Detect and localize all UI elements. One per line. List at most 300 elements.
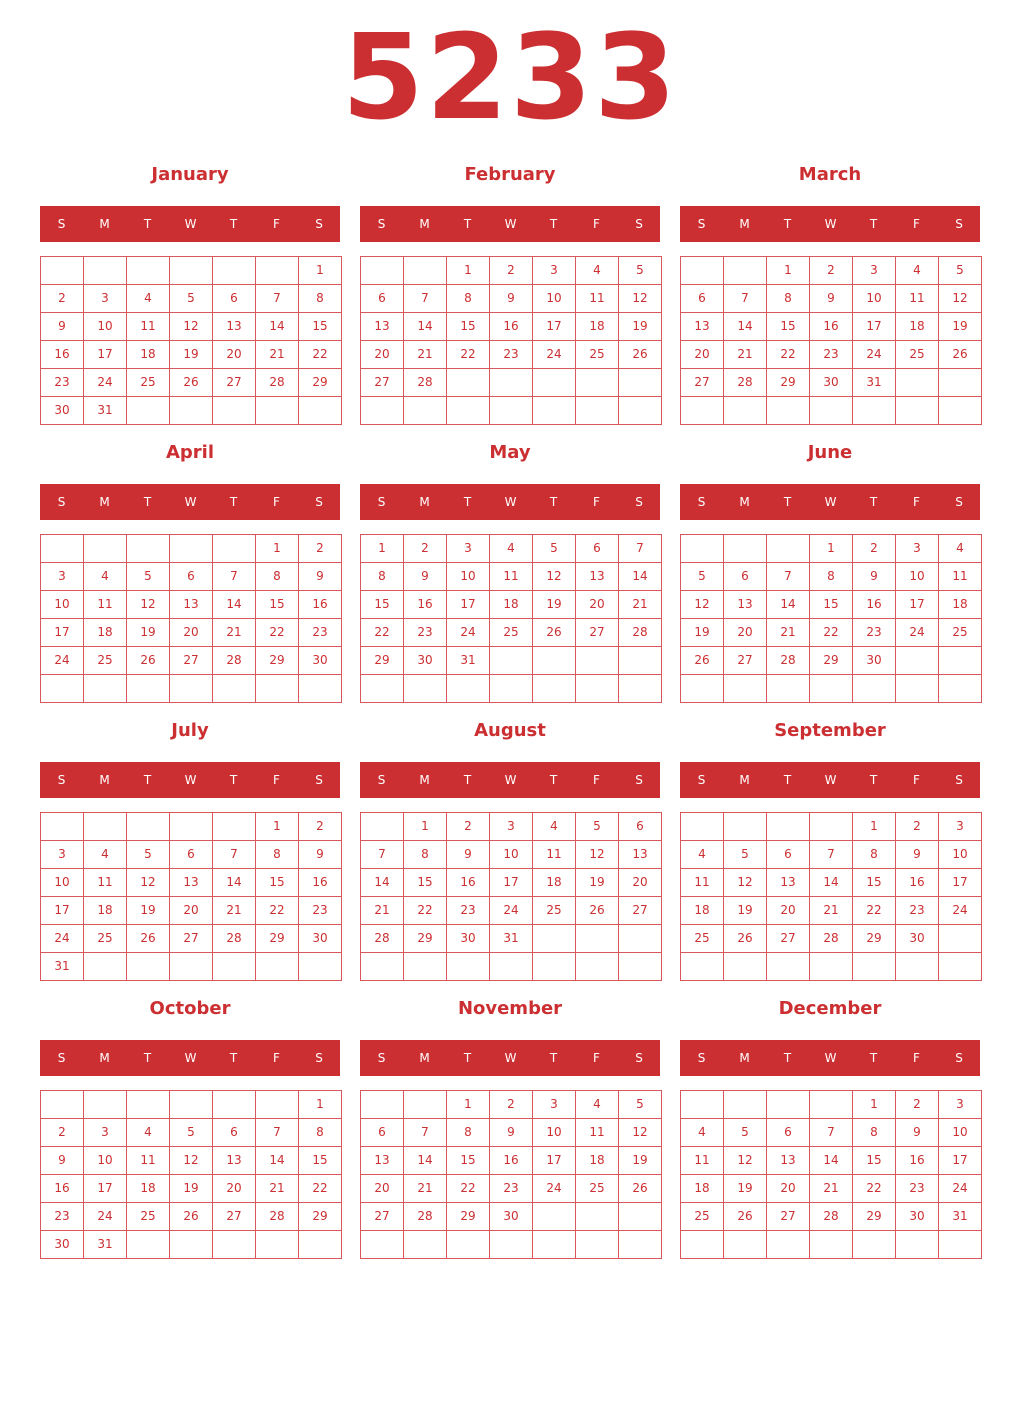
day-cell: 31 [40,952,84,981]
empty-day-cell [575,674,619,703]
day-grid [40,534,341,703]
day-cell: 14 [809,868,853,897]
empty-day-cell [938,1230,982,1259]
empty-day-cell [446,1230,490,1259]
day-cell: 18 [680,896,724,925]
day-cell: 6 [169,562,213,591]
month-name: March [798,164,862,185]
day-cell: 26 [723,1202,767,1231]
weekday-label: T [143,1051,152,1065]
day-cell: 5 [723,1118,767,1147]
empty-day-cell [809,812,853,841]
day-cell: 29 [360,646,404,675]
day-cell: 6 [723,562,767,591]
day-cell: 25 [532,896,576,925]
day-cell: 25 [83,646,127,675]
empty-day-cell [938,924,982,953]
empty-day-cell [766,1230,810,1259]
day-cell: 11 [938,562,982,591]
day-grid [680,1090,981,1259]
empty-day-cell [938,674,982,703]
day-cell: 12 [618,284,662,313]
day-cell: 31 [83,1230,127,1259]
day-cell: 3 [532,256,576,285]
day-cell: 29 [255,924,299,953]
day-cell: 7 [809,840,853,869]
day-cell: 17 [40,618,84,647]
day-grid [360,1090,661,1259]
empty-day-cell [809,1230,853,1259]
weekday-header [680,206,980,242]
day-cell: 13 [169,590,213,619]
day-cell: 27 [766,924,810,953]
empty-day-cell [169,1090,213,1119]
weekday-label: S [315,217,323,231]
empty-day-cell [766,674,810,703]
day-cell: 16 [298,868,342,897]
empty-day-cell [489,646,533,675]
day-cell: 24 [83,368,127,397]
weekday-header [680,762,980,798]
weekday-label: S [57,773,66,787]
weekday-label: W [824,1051,837,1065]
day-cell: 23 [40,368,84,397]
empty-day-cell [489,368,533,397]
day-cell: 22 [766,340,810,369]
day-cell: 15 [809,590,853,619]
weekday-label: M [739,217,750,231]
day-cell: 20 [169,896,213,925]
day-cell: 1 [403,812,447,841]
day-cell: 6 [618,812,662,841]
day-cell: 31 [446,646,490,675]
day-cell: 12 [126,590,170,619]
day-cell: 22 [403,896,447,925]
day-cell: 2 [403,534,447,563]
weekday-label: S [57,217,66,231]
day-cell: 19 [618,312,662,341]
empty-day-cell [938,646,982,675]
day-cell: 8 [766,284,810,313]
month-name: February [464,164,556,185]
day-cell: 23 [895,896,939,925]
day-cell: 30 [895,1202,939,1231]
empty-day-cell [809,952,853,981]
day-cell: 2 [298,534,342,563]
day-cell: 6 [212,284,256,313]
day-cell: 10 [938,840,982,869]
day-cell: 28 [809,924,853,953]
day-cell: 16 [489,312,533,341]
day-cell: 15 [852,868,896,897]
day-cell: 18 [126,1174,170,1203]
day-cell: 11 [126,1146,170,1175]
day-cell: 19 [680,618,724,647]
weekday-header [40,206,340,242]
weekday-label: F [913,1051,920,1065]
weekday-label: T [869,773,878,787]
day-cell: 10 [489,840,533,869]
month-name: October [149,998,231,1019]
day-cell: 20 [212,340,256,369]
day-cell: 4 [575,256,619,285]
day-cell: 19 [126,618,170,647]
day-cell: 16 [489,1146,533,1175]
day-cell: 10 [40,868,84,897]
day-cell: 10 [852,284,896,313]
day-cell: 10 [938,1118,982,1147]
day-cell: 4 [83,562,127,591]
day-cell: 25 [126,1202,170,1231]
day-cell: 20 [680,340,724,369]
empty-day-cell [680,674,724,703]
day-cell: 7 [212,840,256,869]
empty-day-cell [360,1230,404,1259]
weekday-label: T [549,773,558,787]
day-cell: 2 [40,284,84,313]
day-cell: 26 [126,924,170,953]
day-cell: 22 [446,1174,490,1203]
weekday-label: T [869,217,878,231]
empty-day-cell [83,534,127,563]
day-cell: 8 [809,562,853,591]
empty-day-cell [255,674,299,703]
empty-day-cell [895,952,939,981]
empty-day-cell [766,812,810,841]
day-cell: 16 [895,868,939,897]
day-grid [40,1090,341,1259]
day-grid [360,534,661,703]
empty-day-cell [680,396,724,425]
empty-day-cell [298,952,342,981]
weekday-label: S [955,773,963,787]
day-cell: 1 [360,534,404,563]
empty-day-cell [575,924,619,953]
day-cell: 22 [255,896,299,925]
empty-day-cell [532,924,576,953]
day-cell: 4 [126,1118,170,1147]
day-cell: 25 [895,340,939,369]
day-cell: 24 [446,618,490,647]
weekday-header [360,206,660,242]
day-cell: 26 [169,1202,213,1231]
day-cell: 21 [618,590,662,619]
weekday-label: S [697,217,706,231]
day-cell: 11 [895,284,939,313]
weekday-label: S [315,773,323,787]
day-cell: 26 [938,340,982,369]
month-name: December [778,998,882,1019]
day-cell: 18 [575,312,619,341]
day-cell: 28 [212,646,256,675]
day-cell: 21 [766,618,810,647]
empty-day-cell [723,1090,767,1119]
month-july [40,716,340,986]
weekday-label: M [739,773,750,787]
day-cell: 29 [809,646,853,675]
weekday-label: S [315,1051,323,1065]
empty-day-cell [532,674,576,703]
day-cell: 21 [723,340,767,369]
empty-day-cell [298,396,342,425]
weekday-label: S [955,495,963,509]
day-cell: 14 [255,1146,299,1175]
empty-day-cell [40,812,84,841]
day-cell: 7 [403,284,447,313]
empty-day-cell [446,674,490,703]
day-cell: 11 [83,868,127,897]
day-cell: 6 [212,1118,256,1147]
empty-day-cell [618,646,662,675]
empty-day-cell [212,952,256,981]
day-cell: 29 [766,368,810,397]
day-cell: 18 [895,312,939,341]
day-cell: 11 [83,590,127,619]
weekday-label: F [273,495,280,509]
day-cell: 9 [40,1146,84,1175]
day-cell: 8 [298,284,342,313]
empty-day-cell [618,924,662,953]
empty-day-cell [212,812,256,841]
empty-day-cell [680,1230,724,1259]
day-cell: 17 [446,590,490,619]
day-cell: 20 [618,868,662,897]
empty-day-cell [809,674,853,703]
empty-day-cell [360,1090,404,1119]
weekday-label: M [739,495,750,509]
weekday-label: W [504,495,517,509]
day-cell: 8 [446,1118,490,1147]
empty-day-cell [489,1230,533,1259]
weekday-label: S [377,495,386,509]
empty-day-cell [83,674,127,703]
empty-day-cell [360,952,404,981]
empty-day-cell [766,396,810,425]
day-cell: 16 [895,1146,939,1175]
day-cell: 4 [83,840,127,869]
day-cell: 30 [446,924,490,953]
day-cell: 19 [618,1146,662,1175]
month-april [40,438,340,708]
day-cell: 29 [403,924,447,953]
weekday-label: W [504,773,517,787]
day-cell: 24 [532,1174,576,1203]
day-cell: 5 [575,812,619,841]
empty-day-cell [126,674,170,703]
empty-day-cell [403,256,447,285]
day-grid [360,256,661,425]
empty-day-cell [169,812,213,841]
day-cell: 22 [298,340,342,369]
day-cell: 5 [126,562,170,591]
weekday-label: F [593,217,600,231]
weekday-label: M [419,1051,430,1065]
month-september [680,716,980,986]
weekday-label: T [783,1051,792,1065]
day-cell: 24 [895,618,939,647]
day-cell: 14 [766,590,810,619]
day-cell: 6 [575,534,619,563]
empty-day-cell [532,368,576,397]
day-cell: 17 [852,312,896,341]
day-cell: 2 [489,1090,533,1119]
day-cell: 4 [532,812,576,841]
weekday-label: T [229,1051,238,1065]
day-cell: 19 [575,868,619,897]
day-cell: 3 [532,1090,576,1119]
day-cell: 25 [680,1202,724,1231]
day-cell: 6 [680,284,724,313]
day-cell: 14 [255,312,299,341]
day-cell: 12 [126,868,170,897]
weekday-label: T [549,495,558,509]
day-cell: 7 [723,284,767,313]
weekday-label: M [99,217,110,231]
day-cell: 31 [852,368,896,397]
day-cell: 7 [255,1118,299,1147]
day-cell: 24 [40,924,84,953]
day-cell: 28 [403,368,447,397]
month-name: April [165,442,215,463]
weekday-label: W [184,217,197,231]
day-cell: 28 [255,368,299,397]
day-cell: 24 [40,646,84,675]
empty-day-cell [126,534,170,563]
day-cell: 18 [575,1146,619,1175]
day-cell: 6 [766,1118,810,1147]
day-cell: 17 [895,590,939,619]
day-cell: 11 [575,284,619,313]
empty-day-cell [403,1230,447,1259]
day-cell: 25 [575,340,619,369]
day-cell: 17 [938,1146,982,1175]
day-cell: 2 [40,1118,84,1147]
day-cell: 22 [852,1174,896,1203]
day-cell: 9 [809,284,853,313]
day-cell: 2 [298,812,342,841]
empty-day-cell [169,396,213,425]
weekday-label: T [549,1051,558,1065]
empty-day-cell [852,1230,896,1259]
day-cell: 14 [403,1146,447,1175]
month-name: November [457,998,563,1019]
day-cell: 19 [723,896,767,925]
weekday-label: T [869,1051,878,1065]
weekday-header [680,1040,980,1076]
day-cell: 12 [618,1118,662,1147]
empty-day-cell [680,1090,724,1119]
empty-day-cell [298,674,342,703]
day-cell: 9 [403,562,447,591]
empty-day-cell [895,1230,939,1259]
weekday-label: S [697,773,706,787]
weekday-label: S [377,773,386,787]
empty-day-cell [723,812,767,841]
day-cell: 20 [169,618,213,647]
day-cell: 1 [446,1090,490,1119]
day-cell: 18 [83,896,127,925]
day-cell: 30 [40,1230,84,1259]
weekday-header [360,762,660,798]
day-cell: 8 [852,1118,896,1147]
weekday-label: W [184,495,197,509]
weekday-label: W [824,495,837,509]
month-name: August [474,720,546,741]
empty-day-cell [126,396,170,425]
day-cell: 14 [360,868,404,897]
day-cell: 23 [403,618,447,647]
empty-day-cell [766,1090,810,1119]
day-cell: 11 [575,1118,619,1147]
empty-day-cell [40,534,84,563]
day-cell: 12 [938,284,982,313]
empty-day-cell [575,646,619,675]
empty-day-cell [852,952,896,981]
day-cell: 13 [212,1146,256,1175]
empty-day-cell [532,952,576,981]
month-january [40,160,340,430]
day-cell: 10 [446,562,490,591]
day-cell: 9 [489,284,533,313]
day-cell: 26 [680,646,724,675]
empty-day-cell [723,534,767,563]
day-cell: 8 [852,840,896,869]
month-may [360,438,660,708]
day-cell: 21 [360,896,404,925]
day-grid [680,534,981,703]
weekday-header [360,484,660,520]
empty-day-cell [618,674,662,703]
weekday-label: S [635,773,643,787]
empty-day-cell [360,396,404,425]
weekday-label: W [824,773,837,787]
day-cell: 22 [255,618,299,647]
day-cell: 8 [360,562,404,591]
weekday-label: S [697,495,706,509]
day-cell: 21 [212,896,256,925]
day-cell: 1 [255,534,299,563]
empty-day-cell [680,534,724,563]
day-cell: 6 [360,284,404,313]
empty-day-cell [723,952,767,981]
day-cell: 1 [852,1090,896,1119]
day-cell: 1 [255,812,299,841]
weekday-label: M [419,773,430,787]
day-cell: 9 [298,562,342,591]
day-cell: 23 [446,896,490,925]
day-cell: 17 [938,868,982,897]
day-cell: 11 [126,312,170,341]
day-cell: 15 [255,590,299,619]
day-cell: 15 [446,1146,490,1175]
day-cell: 24 [489,896,533,925]
day-cell: 20 [723,618,767,647]
day-cell: 27 [212,368,256,397]
day-cell: 12 [169,312,213,341]
empty-day-cell [489,674,533,703]
weekday-label: S [377,1051,386,1065]
empty-day-cell [575,396,619,425]
day-cell: 30 [895,924,939,953]
day-cell: 19 [723,1174,767,1203]
empty-day-cell [169,952,213,981]
day-cell: 8 [255,840,299,869]
day-cell: 15 [298,312,342,341]
day-cell: 7 [212,562,256,591]
day-cell: 7 [618,534,662,563]
day-cell: 23 [489,1174,533,1203]
weekday-label: T [463,1051,472,1065]
